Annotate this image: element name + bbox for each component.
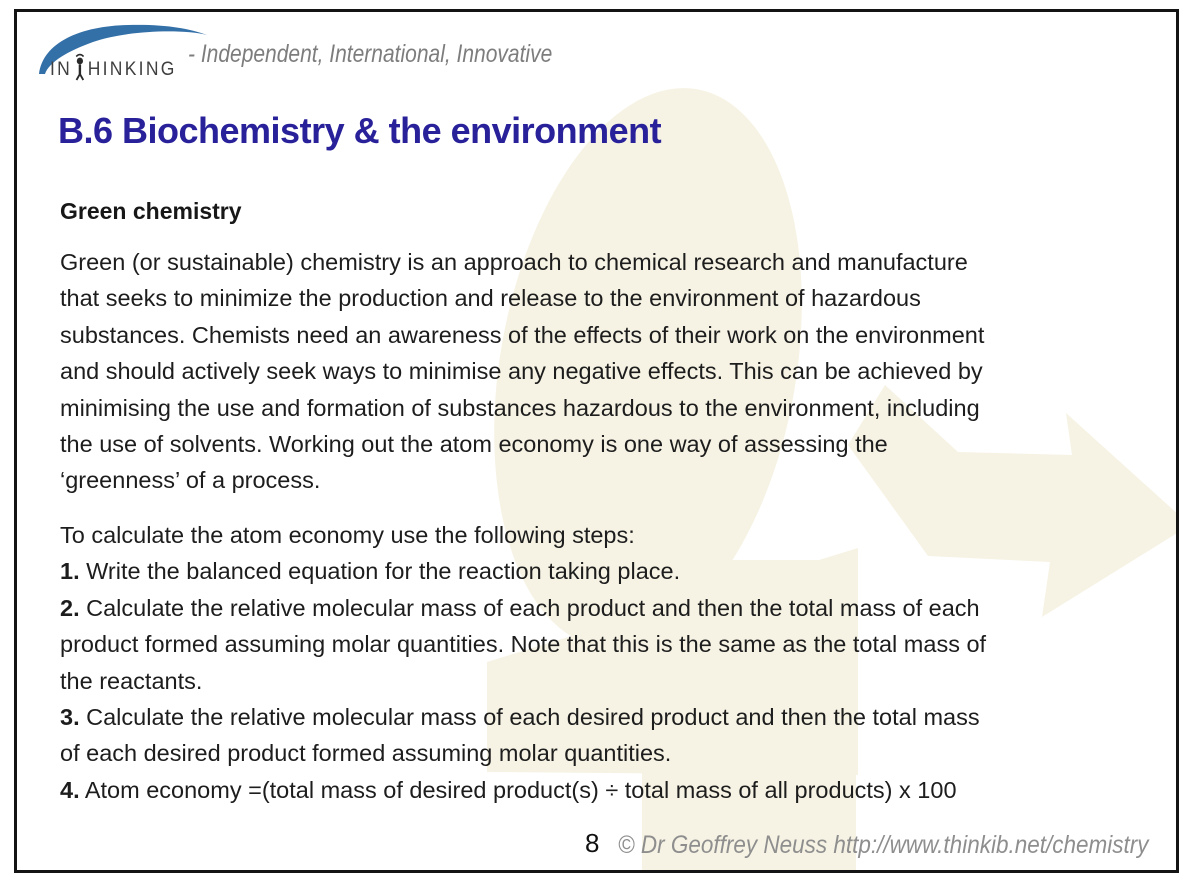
page-number: 8	[585, 828, 600, 858]
logo-tagline: - Independent, International, Innovative	[188, 40, 553, 68]
section-heading: Green chemistry	[60, 198, 242, 224]
step-text: the reactants.	[60, 667, 203, 694]
step-number: 4.	[60, 776, 80, 803]
step-line	[60, 735, 986, 771]
step-text: product formed assuming molar quantities. Note that this is the same as the total mass of	[60, 631, 987, 658]
logo-text-hinking: HINKING	[87, 59, 177, 80]
step-line	[60, 772, 986, 808]
copyright-text: © Dr Geoffrey Neuss http://www.thinkib.net/chemistry	[618, 831, 1149, 859]
logo-text-in: IN	[50, 59, 73, 80]
logo-wordmark	[50, 52, 177, 81]
step-line	[60, 626, 986, 662]
atom-economy-steps	[60, 517, 986, 808]
step-text: Calculate the relative molecular mass of each product and then the total mass of each	[79, 594, 980, 621]
paragraph-line: that seeks to minimize the production and release to the environment of hazardous	[60, 285, 921, 312]
step-line	[60, 517, 986, 553]
step-line	[60, 663, 986, 699]
step-number: 1.	[60, 558, 80, 585]
paragraph-line: the use of solvents. Working out the atom economy is one way of assessing the	[60, 430, 888, 457]
step-text: of each desired product formed assuming molar quantities.	[60, 740, 672, 767]
step-text: Calculate the relative molecular mass of each desired product and then the total mass	[79, 703, 980, 730]
step-number: 2.	[60, 594, 80, 621]
paragraph-line: minimising the use and formation of substances hazardous to the environment, including	[60, 394, 980, 421]
step-line	[60, 553, 986, 589]
step-text: Write the balanced equation for the reaction taking place.	[79, 558, 681, 585]
step-line	[60, 590, 986, 626]
paragraph-line: and should actively seek ways to minimise any negative effects. This can be achieved by	[60, 358, 983, 385]
step-text: To calculate the atom economy use the following steps:	[60, 522, 635, 548]
step-text: Atom economy =(total mass of desired product(s) ÷ total mass of all products) x 100	[79, 776, 957, 803]
paragraph-line: ‘greenness’ of a process.	[60, 467, 321, 494]
paragraph-line: Green (or sustainable) chemistry is an approach to chemical research and manufacture	[60, 249, 968, 275]
logo-person-icon	[73, 52, 87, 82]
page-title: B.6 Biochemistry & the environment	[58, 110, 662, 151]
step-line	[60, 699, 986, 735]
step-number: 3.	[60, 703, 80, 730]
green-chemistry-paragraph	[60, 244, 984, 499]
paragraph-line: substances. Chemists need an awareness of the effects of their work on the environment	[60, 321, 985, 348]
